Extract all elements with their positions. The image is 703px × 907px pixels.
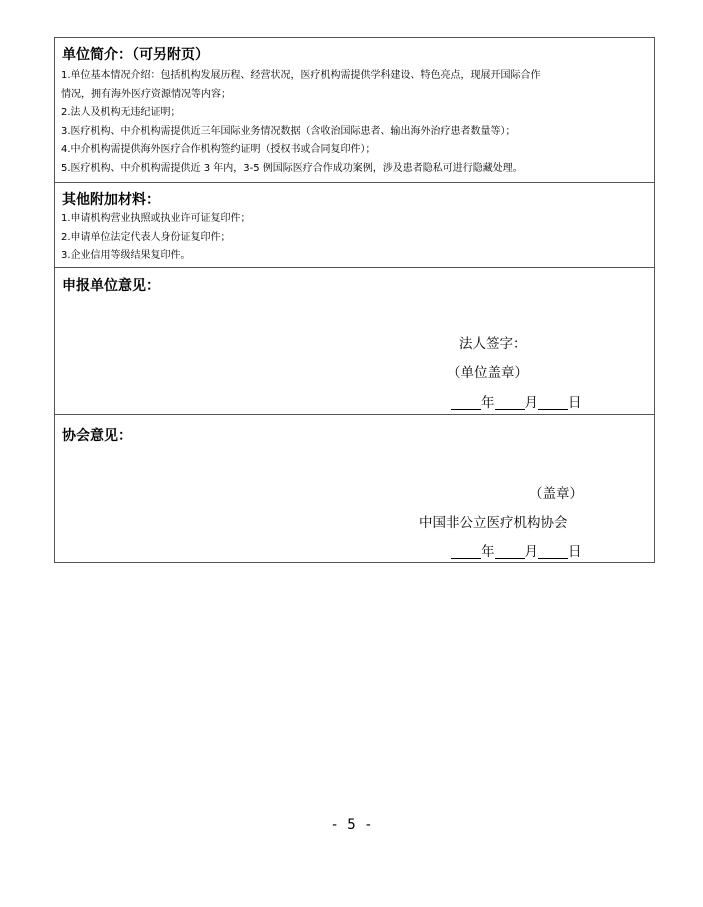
extra-materials-item: 1.申请机构营业执照或执业许可证复印件； — [61, 213, 251, 224]
association-org-name: 中国非公立医疗机构协会 — [419, 515, 568, 531]
extra-materials-item: 3.企业信用等级结果复印件。 — [61, 250, 191, 261]
association-date-line — [451, 543, 582, 561]
application-form-table — [54, 37, 655, 563]
extra-materials-section — [55, 183, 654, 268]
unit-intro-item: 情况，拥有海外医疗资源情况等内容； — [61, 88, 231, 100]
unit-intro-section — [55, 38, 654, 183]
applicant-opinion-title: 申报单位意见： — [62, 278, 160, 294]
day-label: 日 — [568, 395, 582, 411]
unit-intro-item: 3.医疗机构、中介机构需提供近三年国际业务情况数据（含收治国际患者、输出海外治疗患者数量等）； — [61, 125, 516, 137]
day-blank[interactable] — [538, 544, 568, 559]
year-blank[interactable] — [451, 544, 481, 559]
legal-rep-signature-label: 法人签字： — [459, 336, 527, 352]
unit-intro-item: 1.单位基本情况介绍：包括机构发展历程、经营状况，医疗机构需提供学科建设、特色亮点，现展开国际合作 — [61, 70, 541, 81]
association-opinion-title: 协会意见： — [62, 428, 132, 444]
year-label: 年 — [481, 544, 495, 560]
extra-materials-list — [61, 210, 648, 266]
day-blank[interactable] — [538, 395, 568, 410]
year-blank[interactable] — [451, 395, 481, 410]
association-seal-label: （盖章） — [529, 486, 583, 502]
unit-intro-list — [61, 67, 648, 178]
year-label: 年 — [481, 395, 495, 411]
applicant-opinion-section — [55, 268, 654, 415]
extra-materials-title: 其他附加材料： — [62, 192, 160, 208]
unit-intro-item: 5.医疗机构、中介机构需提供近 3 年内，3-5 例国际医疗合作成功案例，涉及患者隐私可进行隐藏处理。 — [61, 162, 523, 174]
month-blank[interactable] — [495, 395, 525, 410]
applicant-date-line — [451, 394, 582, 412]
extra-materials-item: 2.申请单位法定代表人身份证复印件； — [61, 231, 231, 243]
unit-intro-item: 2.法人及机构无违纪证明； — [61, 107, 181, 118]
unit-intro-item: 4.中介机构需提供海外医疗合作机构签约证明（授权书或合同复印件）； — [61, 144, 376, 155]
month-label: 月 — [524, 544, 538, 560]
unit-seal-label: （单位盖章） — [447, 365, 528, 381]
unit-intro-title: 单位简介：（可另附页） — [62, 47, 209, 63]
month-blank[interactable] — [495, 544, 525, 559]
page-number: - 5 - — [330, 817, 373, 833]
day-label: 日 — [568, 544, 582, 560]
association-opinion-section — [55, 415, 654, 562]
month-label: 月 — [524, 395, 538, 411]
